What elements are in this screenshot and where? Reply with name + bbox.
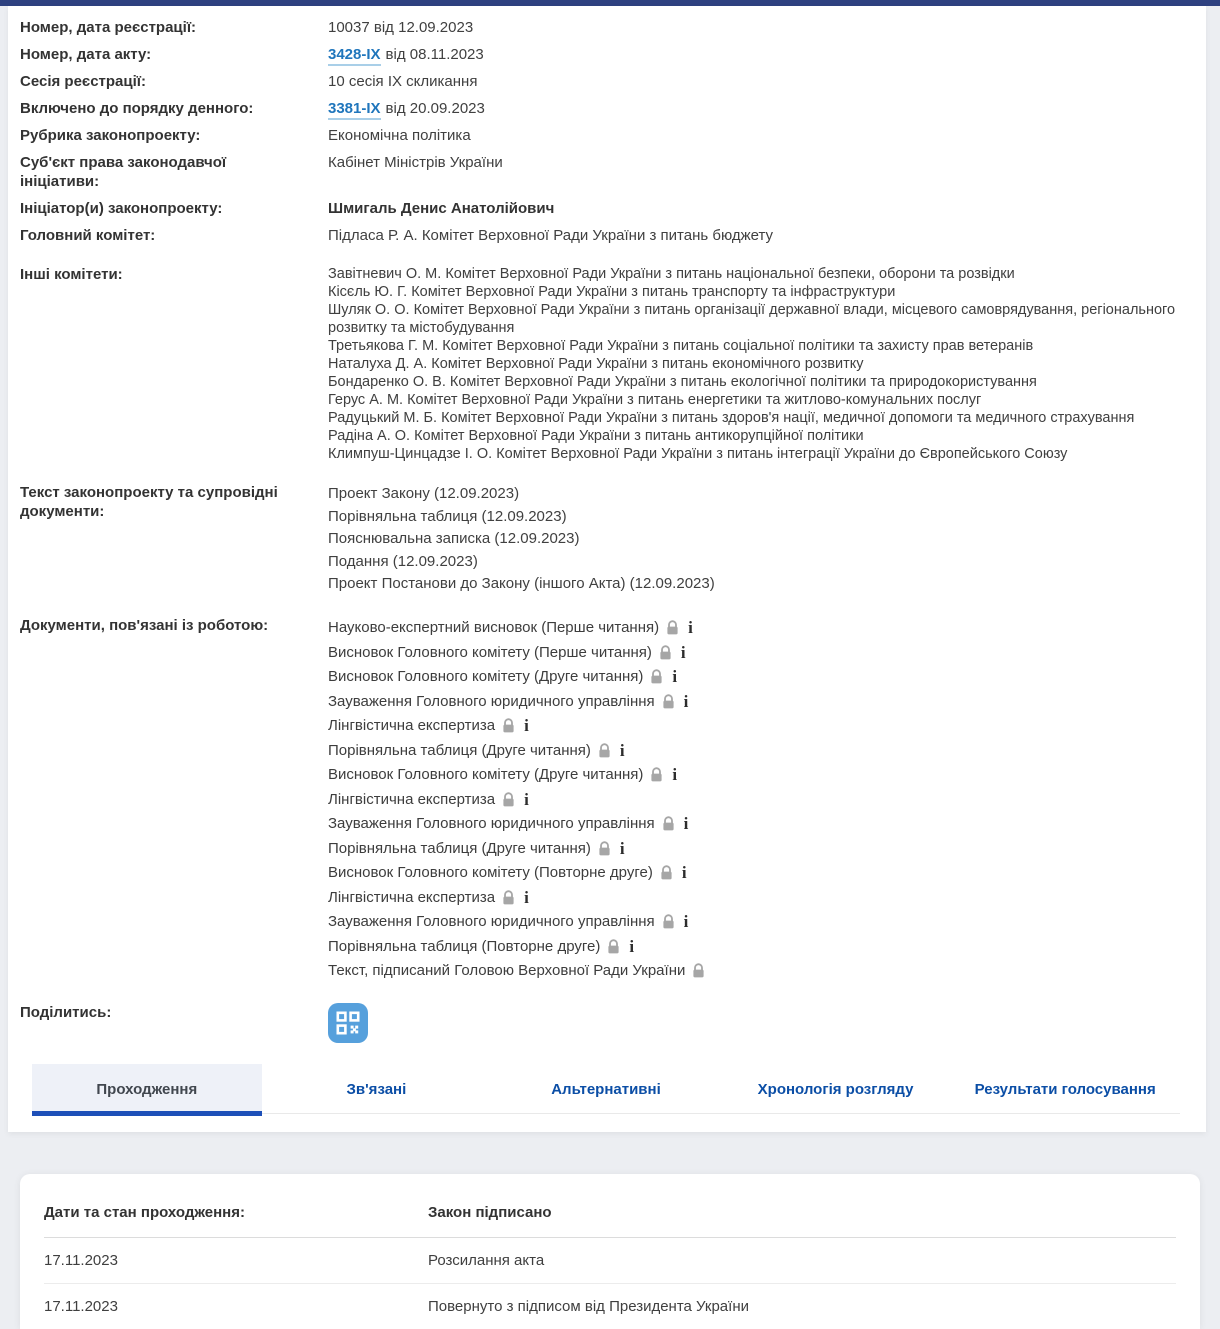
lock-icon xyxy=(650,767,663,782)
info-icon[interactable]: i xyxy=(683,814,689,834)
text-document-list xyxy=(328,483,1190,596)
field-row-agenda xyxy=(20,95,1190,122)
committee-item: Герус А. М. Комітет Верховної Ради України з питань енергетики та житлово-комунальних послуг xyxy=(328,392,982,408)
field-label: Документи, пов'язані із роботою: xyxy=(20,616,269,634)
work-document-link[interactable]: Текст, підписаний Головою Верховної Ради України xyxy=(328,962,686,980)
lock-icon xyxy=(660,865,673,880)
work-document-row xyxy=(328,910,1190,935)
work-document-link[interactable]: Порівняльна таблиця (Повторне друге) xyxy=(328,937,601,955)
qr-code-icon xyxy=(328,1003,368,1043)
lock-icon xyxy=(662,816,675,831)
lock-icon xyxy=(662,694,675,709)
field-label: Інші комітети: xyxy=(20,266,123,283)
info-icon[interactable]: i xyxy=(672,765,678,785)
lock-icon xyxy=(598,743,611,758)
text-document-link[interactable]: Проект Закону (12.09.2023) xyxy=(328,485,520,502)
field-row-act-number xyxy=(20,41,1190,68)
work-document-row xyxy=(328,640,1190,665)
field-value: від 20.09.2023 xyxy=(385,100,485,117)
committee-item: Бондаренко О. В. Комітет Верховної Ради України з питань екологічної політики та природокористування xyxy=(328,374,1037,390)
share-qr-button[interactable] xyxy=(328,1003,368,1046)
lock-icon xyxy=(502,890,515,905)
work-document-link[interactable]: Зауваження Головного юридичного управління xyxy=(328,913,655,931)
field-value: 10 сесія IX скликання xyxy=(328,73,478,90)
text-document-link[interactable]: Подання (12.09.2023) xyxy=(328,552,478,570)
progress-table-header xyxy=(44,1194,1176,1238)
lock-icon xyxy=(666,620,679,635)
tab[interactable]: Зв'язані xyxy=(346,1081,407,1098)
field-label: Сесія реєстрації: xyxy=(20,73,146,90)
lock-icon xyxy=(607,939,620,954)
field-value: Шмигаль Денис Анатолійович xyxy=(328,200,555,217)
field-row-main-committee xyxy=(20,222,1190,249)
lock-icon xyxy=(598,841,611,856)
field-label: Поділитись: xyxy=(20,1004,112,1021)
progress-status: Розсилання акта xyxy=(428,1252,545,1269)
progress-header-status: Закон підписано xyxy=(428,1204,552,1221)
field-label: Номер, дата акту: xyxy=(20,46,152,63)
progress-date: 17.11.2023 xyxy=(44,1298,118,1315)
field-label: Суб'єкт права законодавчої ініціативи: xyxy=(20,154,227,190)
work-document-row xyxy=(328,812,1190,837)
work-document-row xyxy=(328,861,1190,886)
progress-table-body xyxy=(44,1238,1176,1329)
work-document-link[interactable]: Лінгвістична експертиза xyxy=(328,888,496,906)
page-background-gap xyxy=(0,1132,1220,1174)
field-row-session xyxy=(20,68,1190,95)
field-label: Рубрика законопроекту: xyxy=(20,127,201,144)
bill-details-card xyxy=(8,6,1206,1132)
field-value: Підласа Р. А. Комітет Верховної Ради України з питань бюджету xyxy=(328,227,774,244)
committee-item: Климпуш-Цинцадзе І. О. Комітет Верховної Ради України з питань інтеграції України до Європейського Союзу xyxy=(328,446,1068,462)
work-document-link[interactable]: Зауваження Головного юридичного управління xyxy=(328,815,655,833)
field-label: Включено до порядку денного: xyxy=(20,100,254,117)
work-document-row xyxy=(328,616,1190,641)
work-document-row xyxy=(328,787,1190,812)
work-document-list xyxy=(328,616,1190,984)
act-number-link[interactable]: 3428-IX xyxy=(328,46,381,66)
work-document-row xyxy=(328,763,1190,788)
field-value: Кабінет Міністрів України xyxy=(328,154,503,171)
field-row-initiator xyxy=(20,195,1190,222)
text-document-link[interactable]: Порівняльна таблиця (12.09.2023) xyxy=(328,507,567,525)
work-document-link[interactable]: Висновок Головного комітету (Друге читання) xyxy=(328,668,644,686)
work-document-row xyxy=(328,959,1190,984)
info-icon[interactable]: i xyxy=(619,838,625,858)
work-document-link[interactable]: Порівняльна таблиця (Друге читання) xyxy=(328,741,591,759)
committee-item: Наталуха Д. А. Комітет Верховної Ради України з питань економічного розвитку xyxy=(328,356,864,372)
committee-list xyxy=(328,265,1190,463)
work-document-link[interactable]: Науково-експертний висновок (Перше читання) xyxy=(328,619,660,637)
field-row-text-documents xyxy=(20,479,1190,600)
field-value: Економічна політика xyxy=(328,127,471,144)
tab[interactable]: Результати голосування xyxy=(974,1081,1156,1098)
field-value: 10037 від 12.09.2023 xyxy=(328,19,474,36)
info-icon[interactable]: i xyxy=(619,740,625,760)
lock-icon xyxy=(502,718,515,733)
progress-table-row xyxy=(44,1284,1176,1329)
info-icon[interactable]: i xyxy=(688,618,693,638)
field-row-subject xyxy=(20,149,1190,195)
work-document-link[interactable]: Висновок Головного комітету (Повторне друге) xyxy=(328,864,653,882)
tab-bar xyxy=(32,1064,1180,1114)
info-icon[interactable]: i xyxy=(672,667,678,687)
progress-status: Повернуто з підписом від Президента України xyxy=(428,1298,749,1315)
info-icon[interactable]: i xyxy=(629,936,635,956)
work-document-link[interactable]: Висновок Головного комітету (Друге читання) xyxy=(328,766,644,784)
work-document-row xyxy=(328,885,1190,910)
info-icon[interactable]: i xyxy=(524,887,529,907)
field-row-share xyxy=(20,999,1190,1052)
work-document-link[interactable]: Лінгвістична експертиза xyxy=(328,717,496,735)
work-document-row xyxy=(328,665,1190,690)
committee-item: Радіна А. О. Комітет Верховної Ради України з питань антикорупційної політики xyxy=(328,428,864,444)
work-document-link[interactable]: Зауваження Головного юридичного управління xyxy=(328,692,655,710)
progress-header-dates: Дати та стан проходження: xyxy=(44,1204,245,1221)
field-label: Ініціатор(и) законопроекту: xyxy=(20,200,223,217)
field-label: Номер, дата реєстрації: xyxy=(20,19,197,36)
committee-item: Завітневич О. М. Комітет Верховної Ради України з питань національної безпеки, оборони та розвідки xyxy=(328,266,1015,282)
agenda-number-link[interactable]: 3381-IX xyxy=(328,100,381,120)
work-document-link[interactable]: Висновок Головного комітету (Перше читання) xyxy=(328,643,652,661)
committee-item: Шуляк О. О. Комітет Верховної Ради України з питань організації державної влади, місцевого самоврядування, регіонального розвитку та містобудування xyxy=(328,302,1176,336)
lock-icon xyxy=(502,792,515,807)
field-row-other-committees xyxy=(20,261,1190,467)
work-document-row xyxy=(328,738,1190,763)
work-document-row xyxy=(328,689,1190,714)
field-row-rubric xyxy=(20,122,1190,149)
work-document-link[interactable]: Порівняльна таблиця (Друге читання) xyxy=(328,839,591,857)
info-icon[interactable]: i xyxy=(681,863,687,883)
committee-item: Кісєль Ю. Г. Комітет Верховної Ради України з питань транспорту та інфраструктури xyxy=(328,284,896,300)
info-icon[interactable]: i xyxy=(524,789,529,809)
tab[interactable]: Проходження xyxy=(32,1064,262,1113)
field-label: Текст законопроекту та супровідні документи: xyxy=(20,484,278,520)
work-document-link[interactable]: Лінгвістична експертиза xyxy=(328,790,496,808)
lock-icon xyxy=(692,963,705,978)
info-icon[interactable]: i xyxy=(683,691,689,711)
tab[interactable]: Хронологія розгляду xyxy=(757,1081,914,1098)
field-label: Головний комітет: xyxy=(20,227,156,244)
info-icon[interactable]: i xyxy=(680,642,686,662)
work-document-row xyxy=(328,714,1190,739)
work-document-row xyxy=(328,836,1190,861)
text-document-link[interactable]: Пояснювальна записка (12.09.2023) xyxy=(328,530,580,547)
field-row-work-documents xyxy=(20,612,1190,988)
tab[interactable]: Альтернативні xyxy=(551,1081,661,1098)
committee-item: Третьякова Г. М. Комітет Верховної Ради України з питань соціальної політики та захисту прав ветеранів xyxy=(328,338,1034,354)
field-row-registration xyxy=(20,14,1190,41)
committee-item: Радуцький М. Б. Комітет Верховної Ради України з питань здоров'я нації, медичної допомоги та медичного страхування xyxy=(328,410,1135,426)
lock-icon xyxy=(659,645,672,660)
field-value: від 08.11.2023 xyxy=(385,46,484,63)
info-icon[interactable]: i xyxy=(524,716,529,736)
progress-date: 17.11.2023 xyxy=(44,1252,118,1269)
lock-icon xyxy=(650,669,663,684)
text-document-link[interactable]: Проект Постанови до Закону (іншого Акта) (12.09.2023) xyxy=(328,575,715,592)
lock-icon xyxy=(662,914,675,929)
work-document-row xyxy=(328,934,1190,959)
progress-card xyxy=(20,1174,1200,1329)
info-icon[interactable]: i xyxy=(683,912,689,932)
progress-table-row xyxy=(44,1238,1176,1284)
